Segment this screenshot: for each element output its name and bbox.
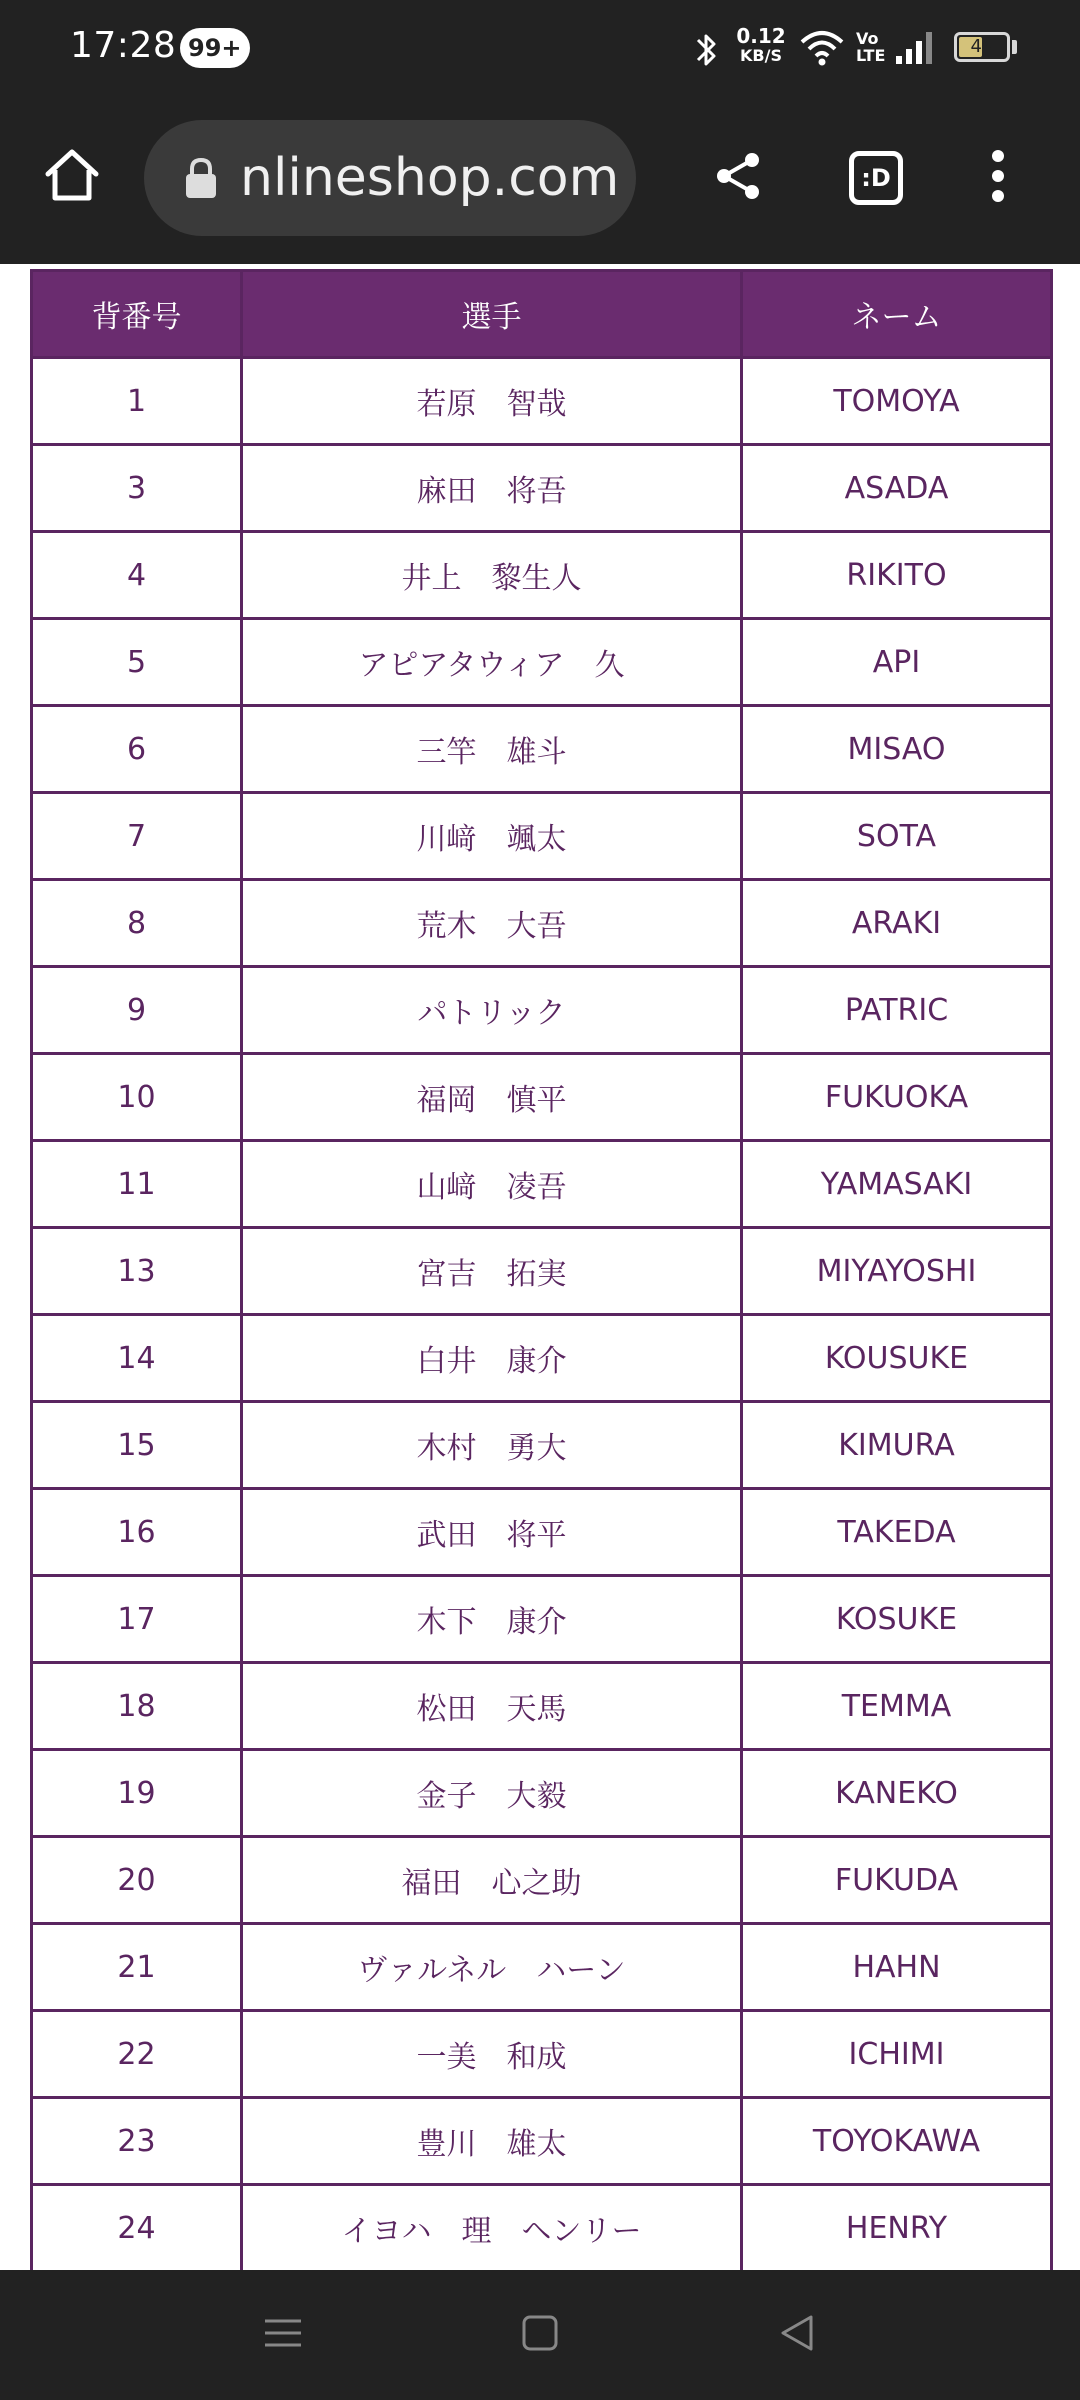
table-row (32, 1402, 1052, 1489)
home-icon (42, 146, 102, 210)
cell-player: イヨハ 理 ヘンリー (242, 2185, 742, 2271)
header-name: ネーム (742, 271, 1052, 358)
home-button[interactable] (30, 136, 114, 220)
cell-name: ARAKI (742, 880, 1052, 967)
net-speed (734, 26, 788, 66)
table-row (32, 1228, 1052, 1315)
cell-player: 木村 勇大 (242, 1402, 742, 1489)
lock-icon (184, 157, 218, 199)
cell-name: TAKEDA (742, 1489, 1052, 1576)
cell-number: 11 (32, 1141, 242, 1228)
cell-number: 9 (32, 967, 242, 1054)
cell-number: 18 (32, 1663, 242, 1750)
volte-icon (856, 30, 885, 64)
recents-button[interactable] (243, 2300, 323, 2370)
back-button[interactable] (757, 2300, 837, 2370)
cell-number: 16 (32, 1489, 242, 1576)
tabs-label: :D (861, 164, 891, 192)
cell-name: TOYOKAWA (742, 2098, 1052, 2185)
cell-player: 白井 康介 (242, 1315, 742, 1402)
back-triangle-icon (777, 2313, 817, 2357)
cell-number: 19 (32, 1750, 242, 1837)
header-number: 背番号 (32, 271, 242, 358)
table-row (32, 793, 1052, 880)
notification-badge: 99+ (180, 28, 250, 68)
tab-switcher-button[interactable] (834, 136, 918, 220)
cell-number: 15 (32, 1402, 242, 1489)
cell-player: アピアタウィア 久 (242, 619, 742, 706)
cell-name: KANEKO (742, 1750, 1052, 1837)
cell-name: RIKITO (742, 532, 1052, 619)
cell-player: 福岡 慎平 (242, 1054, 742, 1141)
table-row (32, 1141, 1052, 1228)
cell-name: PATRIC (742, 967, 1052, 1054)
volte-label-top: Vo (856, 29, 879, 48)
cell-number: 4 (32, 532, 242, 619)
cell-number: 14 (32, 1315, 242, 1402)
status-bar (0, 0, 1080, 96)
address-bar[interactable] (144, 120, 636, 236)
cell-name: KOUSUKE (742, 1315, 1052, 1402)
cell-name: FUKUDA (742, 1837, 1052, 1924)
cell-number: 22 (32, 2011, 242, 2098)
header-player: 選手 (242, 271, 742, 358)
table-row (32, 358, 1052, 445)
home-nav-button[interactable] (500, 2300, 580, 2370)
cell-player: 井上 黎生人 (242, 532, 742, 619)
cell-name: HAHN (742, 1924, 1052, 2011)
cell-name: HENRY (742, 2185, 1052, 2271)
table-row (32, 2098, 1052, 2185)
table-row (32, 1663, 1052, 1750)
home-square-icon (520, 2313, 560, 2357)
cell-name: SOTA (742, 793, 1052, 880)
cell-number: 10 (32, 1054, 242, 1141)
bluetooth-icon (690, 30, 722, 74)
share-icon (710, 148, 766, 208)
table-row (32, 2185, 1052, 2271)
web-page-content[interactable] (0, 264, 1080, 2270)
net-speed-value: 0.12 (736, 24, 786, 48)
table-row (32, 1054, 1052, 1141)
cell-name: YAMASAKI (742, 1141, 1052, 1228)
cell-name: KOSUKE (742, 1576, 1052, 1663)
cell-name: MIYAYOSHI (742, 1228, 1052, 1315)
cell-number: 6 (32, 706, 242, 793)
table-row (32, 619, 1052, 706)
cell-player: 木下 康介 (242, 1576, 742, 1663)
cell-player: 若原 智哉 (242, 358, 742, 445)
player-roster-table (30, 269, 1053, 2270)
cell-number: 3 (32, 445, 242, 532)
cell-player: 金子 大毅 (242, 1750, 742, 1837)
cell-player: 武田 将平 (242, 1489, 742, 1576)
cell-name: TOMOYA (742, 358, 1052, 445)
table-row (32, 1489, 1052, 1576)
battery-tip (1012, 40, 1017, 54)
cell-player: 豊川 雄太 (242, 2098, 742, 2185)
cell-number: 17 (32, 1576, 242, 1663)
recents-menu-icon (263, 2315, 303, 2355)
battery-icon (954, 32, 1010, 62)
table-row (32, 532, 1052, 619)
cell-player: 松田 天馬 (242, 1663, 742, 1750)
table-row (32, 445, 1052, 532)
browser-toolbar (0, 96, 1080, 264)
cell-number: 1 (32, 358, 242, 445)
cell-number: 8 (32, 880, 242, 967)
cell-player: ヴァルネル ハーン (242, 1924, 742, 2011)
table-row (32, 706, 1052, 793)
cell-player: 一美 和成 (242, 2011, 742, 2098)
cell-number: 5 (32, 619, 242, 706)
more-vert-icon (988, 148, 1008, 208)
cell-player: 川﨑 颯太 (242, 793, 742, 880)
table-row (32, 1576, 1052, 1663)
url-text: nlineshop.com (240, 148, 620, 208)
cell-number: 13 (32, 1228, 242, 1315)
cell-name: API (742, 619, 1052, 706)
status-time: 17:28 (70, 25, 177, 66)
cell-name: TEMMA (742, 1663, 1052, 1750)
cell-number: 7 (32, 793, 242, 880)
cell-name: ASADA (742, 445, 1052, 532)
wifi-icon (800, 28, 844, 72)
cell-name: FUKUOKA (742, 1054, 1052, 1141)
tabs-icon (849, 151, 903, 205)
cell-number: 21 (32, 1924, 242, 2011)
table-row (32, 1750, 1052, 1837)
system-navigation-bar (0, 2270, 1080, 2400)
cell-player: 麻田 将吾 (242, 445, 742, 532)
cell-number: 24 (32, 2185, 242, 2271)
signal-icon (894, 30, 938, 70)
table-header-row (32, 271, 1052, 358)
cell-player: 山﨑 凌吾 (242, 1141, 742, 1228)
cell-name: MISAO (742, 706, 1052, 793)
battery-level: 46 (970, 36, 994, 57)
cell-player: 福田 心之助 (242, 1837, 742, 1924)
cell-player: パトリック (242, 967, 742, 1054)
cell-name: KIMURA (742, 1402, 1052, 1489)
cell-number: 20 (32, 1837, 242, 1924)
cell-player: 宮吉 拓実 (242, 1228, 742, 1315)
volte-label-bottom: LTE (856, 46, 886, 65)
share-button[interactable] (696, 136, 780, 220)
net-speed-unit: KB/S (740, 46, 782, 65)
more-menu-button[interactable] (956, 136, 1040, 220)
cell-player: 荒木 大吾 (242, 880, 742, 967)
table-row (32, 1315, 1052, 1402)
table-row (32, 880, 1052, 967)
table-row (32, 2011, 1052, 2098)
cell-name: ICHIMI (742, 2011, 1052, 2098)
table-row (32, 967, 1052, 1054)
cell-player: 三竿 雄斗 (242, 706, 742, 793)
table-row (32, 1924, 1052, 2011)
table-row (32, 1837, 1052, 1924)
cell-number: 23 (32, 2098, 242, 2185)
